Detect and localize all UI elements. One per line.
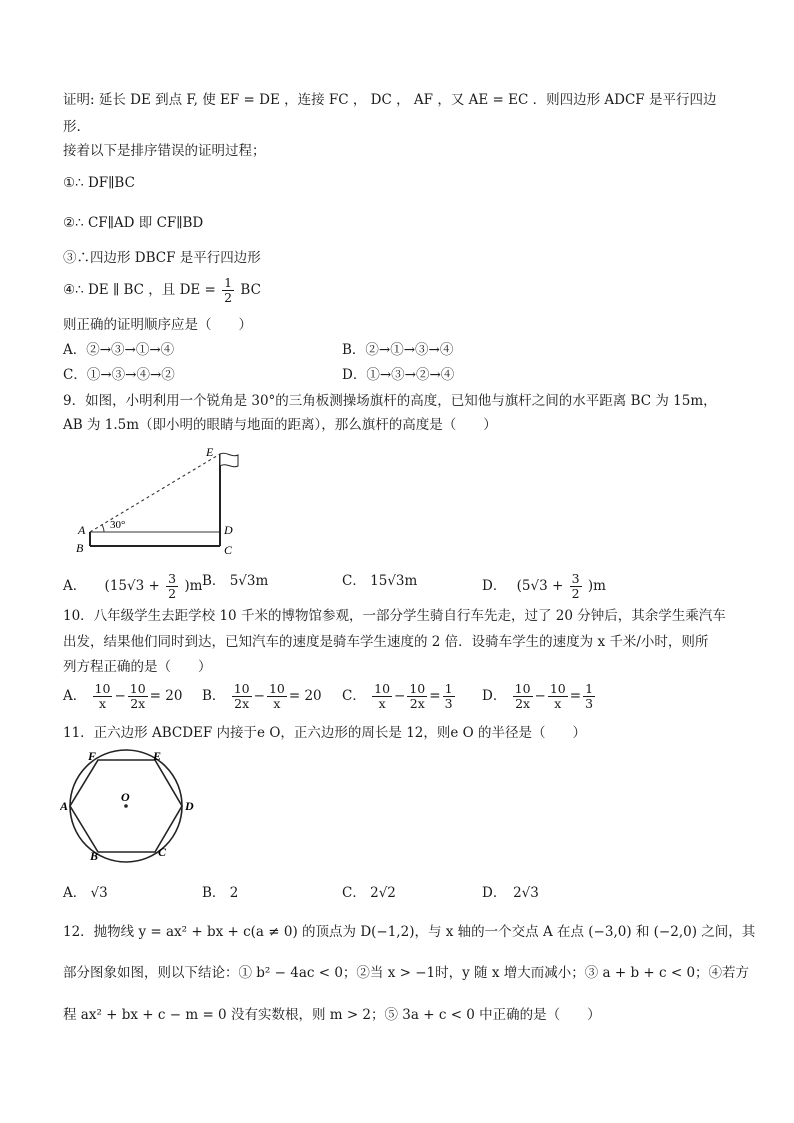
q10-b-f2n: 10 — [268, 681, 285, 696]
q9-option-d-frac — [570, 572, 582, 601]
label-e: E — [206, 445, 214, 459]
q10-option-b: B． $\frac{10}{2x}$ − $\frac{10}{x}$ = 20 — [202, 681, 322, 711]
q10-line-3: 列方程正确的是（ ） — [63, 659, 212, 675]
angle-arc — [102, 525, 104, 532]
label-b: B — [90, 849, 99, 863]
q9-option-d — [482, 572, 606, 601]
q10-option-d: D． $\frac{10}{2x}$ − $\frac{10}{x}$ = $\frac{1}{3}$ — [482, 681, 594, 711]
q9-option-a-frac — [166, 572, 178, 601]
q8-option-c: C．①→③→④→② — [63, 367, 175, 383]
q9-option-c — [342, 572, 417, 590]
q10-a-f2d: 2x — [130, 696, 146, 711]
q10-d-frac-rhs — [583, 682, 595, 711]
q10-b-rhs: = 20 — [288, 688, 322, 704]
q10-a-frac-2 — [128, 682, 148, 711]
q11-option-a: A． √3 — [63, 885, 108, 901]
q9-option-d-pre: (5√3 + — [516, 578, 564, 594]
q10-option-c: C． $\frac{10}{x}$ − $\frac{10}{2x}$ = $\frac{1}{3}$ — [342, 681, 453, 711]
q10-d-rhs-num: 1 — [585, 681, 594, 696]
proof-step-4 — [63, 276, 261, 305]
q10-d-f2n: 10 — [549, 681, 566, 696]
q10-a-f1d: x — [98, 696, 107, 711]
q10-c-frac-2 — [407, 682, 427, 711]
q10-c-f2n: 10 — [409, 681, 426, 696]
proof-step-1: ①∴ DF∥BC — [63, 175, 135, 191]
q9-option-a-pre: (15√3 + — [104, 578, 160, 594]
q9-option-a-post: )m — [184, 578, 203, 594]
q9-option-a-label: A． — [63, 578, 87, 594]
label-d: D — [185, 799, 194, 813]
q11-hexagon-figure — [60, 748, 200, 864]
q10-option-d-label: D． — [482, 688, 507, 704]
q10-option-b-label: B． — [202, 688, 226, 704]
q10-option-a-label: A． — [63, 688, 87, 704]
label-e: E — [153, 749, 162, 763]
q11-option-c: C． 2√2 — [342, 885, 396, 901]
q12-line-3: 程 ax² + bx + c − m = 0 没有实数根，则 m > 2；⑤ 3a + c < 0 中正确的是（ ） — [63, 1007, 601, 1023]
label-a: A — [60, 799, 69, 813]
q10-a-frac-1 — [93, 682, 113, 711]
q8-option-b: B．②→①→③→④ — [342, 342, 454, 358]
q10-c-f2d: 2x — [409, 696, 425, 711]
q8-option-d: D．①→③→②→④ — [342, 367, 455, 383]
q10-c-rhs-num: 1 — [444, 681, 453, 696]
q10-line-2: 出发，结果他们同时到达，已知汽车的速度是骑车学生速度的 2 倍．设骑车学生的速度为 x 千米/小时，则所 — [63, 634, 709, 650]
q9-option-c-label: C． — [342, 573, 366, 589]
q9-option-d-den: 2 — [571, 586, 580, 601]
q11-option-d: D． 2√3 — [482, 885, 539, 901]
q9-line-2: AB 为 1.5m（即小明的眼睛与地面的距离），那么旗杆的高度是（ ） — [63, 417, 497, 433]
q9-option-b — [202, 572, 268, 590]
q10-c-frac-rhs — [443, 682, 455, 711]
label-c: C — [224, 543, 233, 557]
flag-icon — [220, 453, 238, 467]
step4-frac-num: 1 — [224, 275, 233, 290]
q10-a-rhs: = 20 — [149, 688, 183, 704]
step4-frac-den: 2 — [224, 290, 233, 305]
q12-line-1: 12．抛物线 y = ax² + bx + c(a ≠ 0) 的顶点为 D(−1,2)，与 x 轴的一个交点 A 在点 (−3,0) 和 (−2,0) 之间，其 — [63, 924, 756, 940]
q11-option-b: B． 2 — [202, 885, 239, 901]
intro-line-1-cont: 形. — [63, 119, 81, 135]
q9-option-a — [63, 572, 202, 601]
q10-d-f1n: 10 — [514, 681, 531, 696]
q9-option-b-label: B． — [202, 573, 226, 589]
q9-option-c-text: 15√3m — [370, 573, 418, 589]
intro-line-2: 接着以下是排序错误的证明过程； — [63, 143, 266, 159]
label-b: B — [76, 541, 84, 555]
step4-prefix: ④∴ DE ∥ BC ，且 DE = — [63, 282, 216, 298]
q10-d-frac-1 — [513, 682, 533, 711]
proof-step-2: ②∴ CF∥AD 即 CF∥BD — [63, 215, 204, 231]
step4-fraction — [222, 276, 234, 305]
q10-option-a: A． $\frac{10}{x}$ − $\frac{10}{2x}$ = 20 — [63, 681, 183, 711]
q10-d-f2d: x — [554, 696, 562, 711]
q10-line-1: 10．八年级学生去距学校 10 千米的博物馆参观，一部分学生骑自行车先走，过了 20 分钟后，其余学生乘汽车 — [63, 608, 726, 624]
label-a: A — [78, 523, 86, 537]
label-angle: 30° — [110, 519, 126, 531]
q9-option-a-den: 2 — [168, 586, 177, 601]
step4-suffix: BC — [240, 282, 261, 298]
q10-c-f1d: x — [378, 696, 386, 711]
q9-option-b-text: 5√3m — [229, 573, 269, 589]
q10-c-rhs-den: 3 — [444, 696, 453, 711]
intro-line-1: 证明: 延长 DE 到点 F, 使 EF = DE ，连接 FC ， DC ， AF ，又 AE = EC ．则四边形 ADCF 是平行四边 — [63, 92, 717, 108]
q9-flagpole-figure — [70, 442, 250, 560]
q12-line-2: 部分图象如图，则以下结论：① b² − 4ac < 0；②当 x > −1时，y 随 x 增大而减小；③ a + b + c < 0；④若方 — [63, 965, 750, 981]
q10-d-f1d: 2x — [515, 696, 531, 711]
q10-c-f1n: 10 — [374, 681, 391, 696]
q10-b-f1n: 10 — [233, 681, 250, 696]
q9-option-d-label: D． — [482, 578, 507, 594]
q8-prompt: 则正确的证明顺序应是（ ） — [63, 317, 252, 333]
proof-step-3: ③∴四边形 DBCF 是平行四边形 — [63, 250, 261, 266]
q11-line-1: 11．正六边形 ABCDEF 内接于e O，正六边形的周长是 12，则e O 的半径是（ ） — [63, 725, 587, 741]
q9-option-a-num: 3 — [168, 571, 177, 586]
q10-d-rhs-den: 3 — [585, 696, 594, 711]
q10-a-f2n: 10 — [129, 681, 146, 696]
q10-c-frac-1 — [372, 682, 392, 711]
q10-d-frac-2 — [548, 682, 568, 711]
q10-b-frac-1 — [232, 682, 252, 711]
q10-b-frac-2 — [267, 682, 287, 711]
label-f: F — [88, 749, 97, 763]
label-o: O — [121, 790, 130, 804]
label-c: C — [158, 845, 167, 859]
q10-a-f1n: 10 — [94, 681, 111, 696]
q9-line-1: 9．如图，小明利用一个锐角是 30°的三角板测操场旗杆的高度，已知他与旗杆之间的水平距离 BC 为 15m， — [63, 393, 717, 409]
q9-option-d-post: )m — [587, 578, 606, 594]
q10-b-f2d: x — [273, 696, 281, 711]
label-d: D — [224, 523, 233, 537]
center-point — [124, 804, 128, 808]
q10-option-c-label: C． — [342, 688, 366, 704]
q10-b-f1d: 2x — [234, 696, 250, 711]
q9-option-d-num: 3 — [571, 571, 580, 586]
q8-option-a: A．②→③→①→④ — [63, 342, 175, 358]
